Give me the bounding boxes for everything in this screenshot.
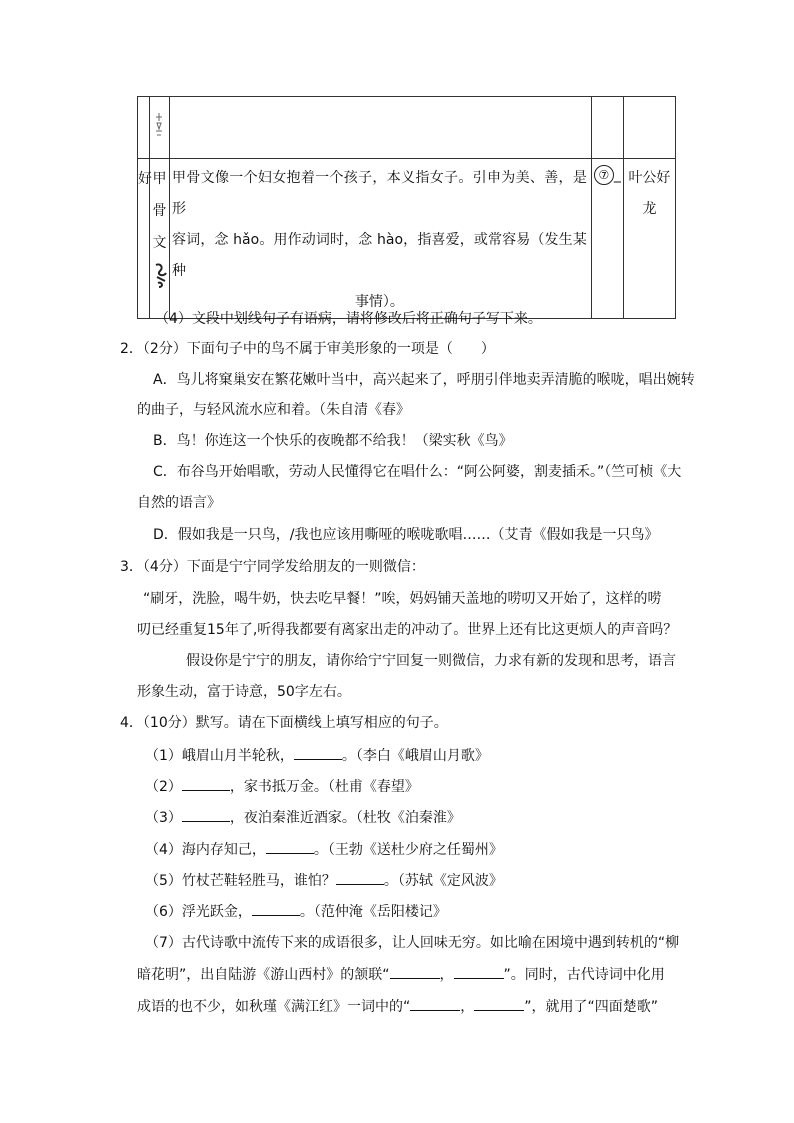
recite-item-7-line: （7）古代诗歌中流传下来的成语很多，让人回味无穷。如比喻在困境中遇到转机的“柳 bbox=[145, 935, 680, 951]
option-d: D．假如我是一只鸟，/我也应该用嘶哑的喉咙歌唱……（艾青《假如我是一只鸟》 bbox=[153, 527, 659, 543]
number-suffix: _ bbox=[613, 167, 621, 183]
answer-blank[interactable] bbox=[252, 901, 300, 916]
circled-number: ⑦ bbox=[594, 165, 614, 185]
answer-blank[interactable] bbox=[266, 839, 314, 854]
table-row bbox=[138, 159, 676, 319]
message-line: 叨已经重复15年了,听得我都要有离家出走的冲动了。世界上还有比这更烦人的声音吗？ bbox=[137, 622, 678, 638]
answer-blank[interactable] bbox=[474, 996, 524, 1011]
recite-item: （3） ，夜泊秦淮近酒家。（杜牧《泊秦淮》 bbox=[145, 807, 461, 828]
table-cell bbox=[623, 97, 675, 159]
recite-item-7-line: 成语的也不少，如秋瑾《满江红》一词中的“ ， ”，就用了“四面楚歌” bbox=[137, 996, 658, 1017]
recite-item: （4）海内存知己， 。（王勃《送杜少府之任蜀州》 bbox=[145, 839, 503, 860]
option-c-line: 自然的语言》 bbox=[137, 495, 221, 511]
question-2-stem: 2．（2分）下面句子中的鸟不属于审美形象的一项是（ ） bbox=[120, 341, 495, 357]
answer-blank[interactable] bbox=[336, 870, 384, 885]
script-type-char: 骨 bbox=[152, 203, 167, 219]
character-table bbox=[137, 96, 676, 319]
option-c-line: C．布谷鸟开始唱歌，劳动人民懂得它在唱什么：“阿公阿婆，割麦插禾。”（竺可桢《大 bbox=[153, 464, 682, 480]
task-line: 形象生动，富于诗意，50字左右。 bbox=[137, 684, 351, 700]
task-line: 假设你是宁宁的朋友，请你给宁宁回复一则微信，力求有新的发现和思考，语言 bbox=[186, 653, 676, 669]
description-cell bbox=[170, 159, 592, 319]
description-line: 事情）。 bbox=[354, 294, 404, 310]
idiom-cell bbox=[623, 159, 675, 319]
table-cell bbox=[138, 97, 150, 159]
answer-blank[interactable] bbox=[390, 964, 440, 979]
option-a-line: A．鸟儿将窠巢安在繁花嫩叶当中，高兴起来了，呼朋引伴地卖弄清脆的喉咙，唱出婉转 bbox=[153, 372, 695, 388]
script-type-char: 文 bbox=[152, 235, 167, 251]
description-line: 甲骨文像一个妇女抱着一个孩子，本义指女子。引申为美、善，是形 bbox=[172, 170, 587, 217]
table-cell bbox=[170, 97, 592, 159]
answer-blank[interactable] bbox=[294, 745, 342, 760]
table-row bbox=[138, 97, 676, 159]
answer-blank[interactable] bbox=[454, 964, 504, 979]
oracle-bone-glyph-image bbox=[153, 111, 165, 139]
idiom-line: 叶公好 bbox=[628, 170, 671, 186]
recite-item: （1）峨眉山月半轮秋， 。（李白《峨眉山月歌》 bbox=[145, 745, 489, 766]
script-type-cell bbox=[150, 159, 170, 319]
question-1-4: （4）文段中划线句子有语病，请将修改后将正确句子写下来。 bbox=[155, 311, 542, 327]
question-3-stem: 3．（4分）下面是宁宁同学发给朋友的一则微信： bbox=[120, 559, 425, 575]
number-cell bbox=[591, 159, 623, 319]
character-text: 好 bbox=[138, 171, 152, 187]
script-type-char: 甲 bbox=[152, 171, 167, 187]
table-cell bbox=[591, 97, 623, 159]
recite-item-7-line: 暗花明”，出自陆游《游山西村》的颔联“ ， ”。同时，古代诗词中化用 bbox=[137, 964, 665, 985]
idiom-line: 龙 bbox=[642, 201, 657, 217]
option-b: B．鸟！你连这一个快乐的夜晚都不给我！（梁实秋《鸟》 bbox=[153, 433, 513, 449]
option-a-line: 的曲子，与轻风流水应和着。（朱自清《春》 bbox=[137, 402, 410, 418]
recite-item: （5）竹杖芒鞋轻胜马，谁怕？ 。（苏轼《定风波》 bbox=[145, 870, 503, 891]
description-line: 容词，念 hǎo。用作动词时，念 hào，指喜爱，或常容易（发生某种 bbox=[172, 232, 587, 279]
recite-item: （2） ，家书抵万金。（杜甫《春望》 bbox=[145, 776, 419, 797]
answer-blank[interactable] bbox=[410, 996, 460, 1011]
answer-blank[interactable] bbox=[182, 807, 230, 822]
answer-blank[interactable] bbox=[182, 776, 230, 791]
table-cell bbox=[150, 97, 170, 159]
question-4-stem: 4．（10分）默写。请在下面横线上填写相应的句子。 bbox=[120, 715, 448, 731]
message-line: “刷牙，洗脸，喝牛奶，快去吃早餐！”唉，妈妈铺天盖地的唠叨又开始了，这样的唠 bbox=[143, 591, 662, 607]
oracle-bone-glyph-image bbox=[154, 261, 168, 289]
character-cell bbox=[138, 159, 150, 319]
recite-item: （6）浮光跃金， 。（范仲淹《岳阳楼记》 bbox=[145, 901, 447, 922]
